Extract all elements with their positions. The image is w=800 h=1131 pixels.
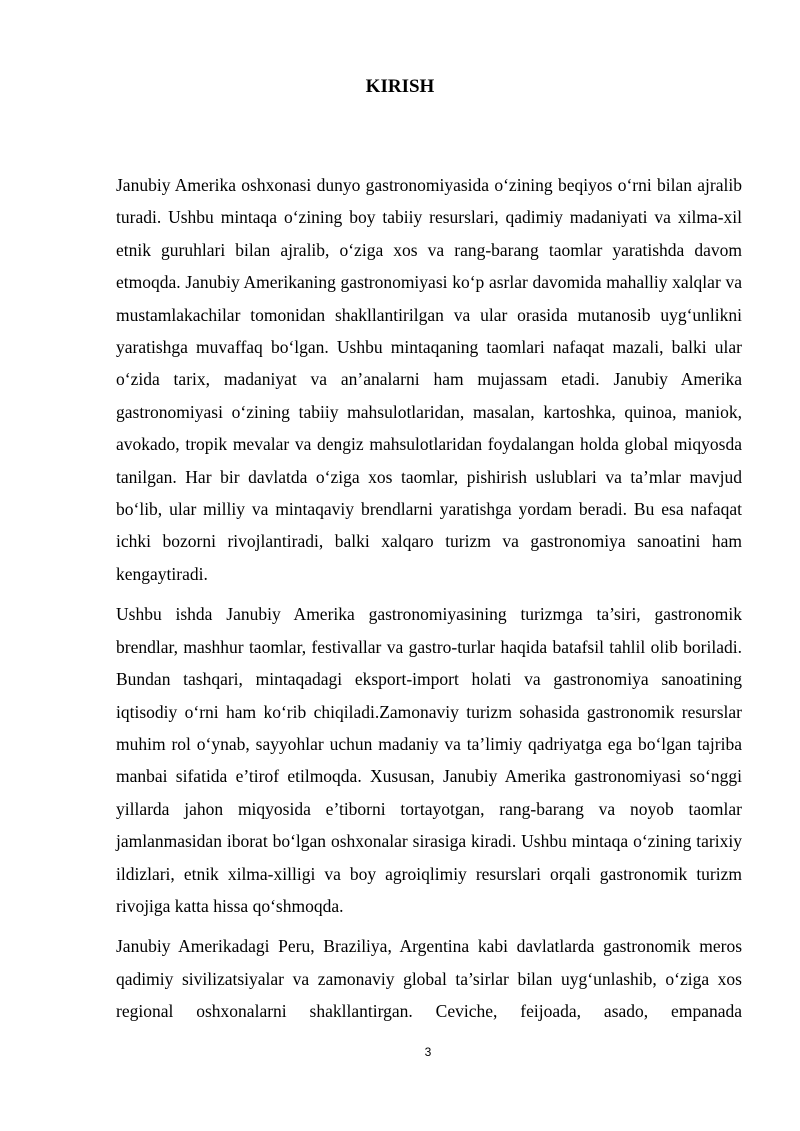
paragraph-1: Janubiy Amerika oshxonasi dunyo gastronomiyasida o‘zining beqiyos o‘rni bilan ajralib turadi. Ushbu mintaqa o‘zining boy tabiiy resurslari, qadimiy madaniyati va xilma-xil etnik guruhlari bilan ajralib, o‘ziga xos va rang-barang taomlar yaratishda davom etmoqda. Janubiy Amerikaning gastronomiyasi ko‘p asrlar davomida mahalliy xalqlar va mustamlakachilar tomonidan shakllantirilgan va ular orasida mutanosib uyg‘unlikni yaratishga muvaffaq bo‘lgan. Ushbu mintaqaning taomlari nafaqat mazali, balki ular o‘zida tarix, madaniyat va an’analarni ham mujassam etadi. Janubiy Amerika gastronomiyasi o‘zining tabiiy mahsulotlaridan, masalan, kartoshka, quinoa, maniok, avokado, tropik mevalar va dengiz mahsulotlaridan foydalangan holda global miqyosda tanilgan. Har bir davlatda o‘ziga xos taomlar, pishirish uslublari va ta’mlar mavjud bo‘lib, ular milliy va mintaqaviy brendlarni yaratishga yordam beradi. Bu esa nafaqat ichki bozorni rivojlantiradi, balki xalqaro turizm va gastronomiya sanoatini ham kengaytiradi. — [116, 175, 742, 584]
paragraph-3: Janubiy Amerikadagi Peru, Braziliya, Argentina kabi davlatlarda gastronomik meros qadimiy sivilizatsiyalar va zamonaviy global ta’sirlar bilan uyg‘unlashib, o‘ziga xos regional oshxonalarni shakllantirgan. Ceviche, feijoada, asado, empanada — [116, 936, 742, 1022]
body-text — [116, 169, 742, 1036]
paragraph-2: Ushbu ishda Janubiy Amerika gastronomiyasining turizmga ta’siri, gastronomik brendlar, mashhur taomlar, festivallar va gastro-turlar haqida batafsil tahlil olib boriladi. Bundan tashqari, mintaqadagi eksport-import holati va gastronomiya sanoatining iqtisodiy o‘rni ham ko‘rib chiqiladi.Zamonaviy turizm sohasida gastronomik resurslar muhim rol o‘ynab, sayyohlar uchun madaniy va ta’limiy qadriyatga ega bo‘lgan tajriba manbai sifatida e’tirof etilmoqda. Xususan, Janubiy Amerika gastronomiyasi so‘nggi yillarda jahon miqyosida e’tiborni tortayotgan, rang-barang va noyob taomlar jamlanmasidan iborat bo‘lgan oshxonalar sirasiga kiradi. Ushbu mintaqa o‘zining tarixiy ildizlari, etnik xilma-xilligi va boy agroiqlimiy resurslari orqali gastronomik turizm rivojiga katta hissa qo‘shmoqda. — [116, 604, 742, 916]
page-number: 3 — [424, 1045, 432, 1059]
page-title: KIRISH — [365, 76, 435, 97]
